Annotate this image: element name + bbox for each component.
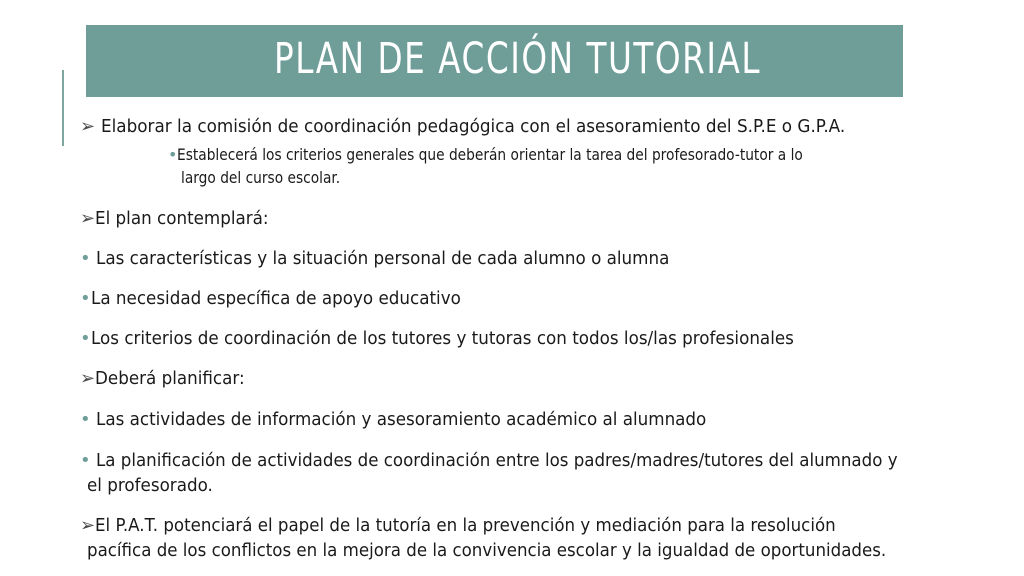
dot-bullet-icon: •	[168, 145, 178, 164]
sub-bullet-continuation	[181, 167, 366, 189]
item-text: La necesidad específica de apoyo educativo	[90, 288, 461, 309]
item-text: La planificación de actividades de coordinación entre los padres/madres/tutores del alumnado y	[96, 450, 898, 471]
dot-bullet-icon: •	[80, 328, 91, 349]
item-text: Las características y la situación personal de cada alumno o alumna	[96, 248, 670, 269]
bullet-item	[80, 207, 282, 231]
bullet-item	[80, 408, 753, 432]
arrow-bullet-icon: ➢	[80, 368, 96, 389]
dot-bullet-icon: •	[80, 288, 91, 309]
bullet-continuation	[87, 474, 222, 498]
slide-title: PLAN DE ACCIÓN TUTORIAL	[274, 34, 762, 84]
bullet-item	[80, 115, 898, 139]
sub-bullet-item	[168, 144, 905, 166]
arrow-bullet-icon: ➢	[80, 515, 96, 536]
arrow-bullet-icon: ➢	[80, 116, 96, 137]
item-text: Deberá planificar:	[95, 368, 245, 389]
item-text: Establecerá los criterios generales que deberán orientar la tarea del profesorado-tutor a lo	[177, 145, 804, 164]
item-text: el profesorado.	[87, 475, 213, 496]
item-text: El P.A.T. potenciará el papel de la tutoría en la prevención y mediación para la resolución	[95, 515, 836, 536]
item-text: largo del curso escolar.	[181, 168, 341, 187]
dot-bullet-icon: •	[80, 409, 91, 430]
bullet-item	[80, 514, 896, 538]
dot-bullet-icon: •	[80, 450, 91, 471]
arrow-bullet-icon: ➢	[80, 208, 96, 229]
bullet-item	[80, 287, 488, 311]
dot-bullet-icon: •	[80, 248, 91, 269]
item-text: Las actividades de información y asesoramiento académico al alumnado	[96, 409, 707, 430]
item-text: El plan contemplará:	[95, 208, 269, 229]
bullet-continuation	[87, 539, 951, 563]
bullet-item	[80, 449, 963, 473]
bullet-item	[80, 327, 846, 351]
bullet-item	[80, 247, 713, 271]
item-text: Elaborar la comisión de coordinación pedagógica con el asesoramiento del S.P.E o G.P.A.	[100, 116, 846, 137]
item-text: Los criterios de coordinación de los tutores y tutoras con todos los/las profesionales	[90, 328, 794, 349]
accent-line	[62, 70, 64, 146]
item-text: pacífica de los conflictos en la mejora de la convivencia escolar y la igualdad de oportunidades.	[87, 540, 887, 561]
bullet-item	[80, 367, 256, 391]
